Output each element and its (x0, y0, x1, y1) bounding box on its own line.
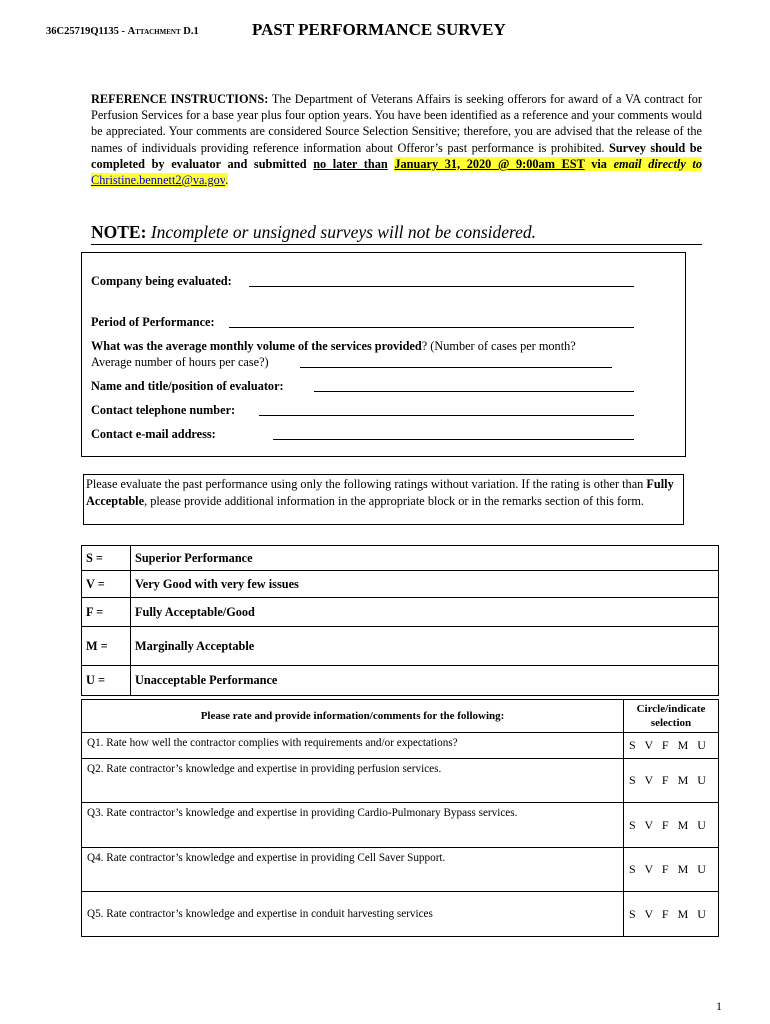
page-title: PAST PERFORMANCE SURVEY (252, 20, 506, 39)
question-text: Q3. Rate contractor’s knowledge and expertise in providing Cardio-Pulmonary Bypass services. (82, 803, 624, 848)
page-number: 1 (716, 999, 722, 1013)
email-label: Contact e-mail address: (91, 427, 216, 441)
document-code: 36C25719Q1135 - Attachment D.1 (46, 26, 199, 37)
instructions-label: REFERENCE INSTRUCTIONS: (91, 92, 269, 106)
question-row (82, 733, 719, 759)
company-label: Company being evaluated: (91, 274, 232, 288)
rating-label: Marginally Acceptable (131, 627, 719, 666)
question-text: Q2. Rate contractor’s knowledge and expertise in providing perfusion services. (82, 759, 624, 803)
rating-code: S = (82, 546, 131, 571)
contact-email-link[interactable]: Christine.bennett2@va.gov (91, 173, 226, 188)
via-text: via (584, 156, 614, 171)
rating-row (82, 598, 719, 627)
note-text: Incomplete or unsigned surveys will not be considered. (146, 222, 537, 242)
volume-question: What was the average monthly volume of the services provided? (Number of cases per month? (91, 339, 576, 353)
questions-table (81, 699, 719, 937)
rating-scale[interactable]: S V F M U (624, 848, 719, 892)
question-row (82, 848, 719, 892)
questions-header: Please rate and provide information/comments for the following: (82, 700, 624, 733)
rating-label: Fully Acceptable/Good (131, 598, 719, 627)
phone-input[interactable] (259, 415, 634, 416)
period-label: Period of Performance: (91, 315, 215, 329)
question-text: Q5. Rate contractor’s knowledge and expertise in conduit harvesting services (82, 892, 624, 937)
evaluator-input[interactable] (314, 391, 634, 392)
note-label: NOTE: (91, 222, 147, 242)
question-row (82, 892, 719, 937)
rating-row (82, 627, 719, 666)
email-input[interactable] (273, 439, 634, 440)
rating-scale[interactable]: S V F M U (624, 803, 719, 848)
rating-code: U = (82, 666, 131, 696)
rating-row (82, 546, 719, 571)
rating-scale[interactable]: S V F M U (624, 733, 719, 759)
note (91, 222, 702, 245)
phone-label: Contact telephone number: (91, 403, 236, 417)
rating-scale[interactable]: S V F M U (624, 892, 719, 937)
deadline: January 31, 2020 @ 9:00am EST (394, 156, 585, 171)
question-row (82, 803, 719, 848)
question-text: Q4. Rate contractor’s knowledge and expertise in providing Cell Saver Support. (82, 848, 624, 892)
instructions-body: The Department of Veterans Affairs is seeking offerors for award of a VA contract for Perfusion Services for a base year plus four option years. You have been identified as a reference and your comments would be appreciated. Your comments are considered Source Selection Sensitive; therefore, you are advised that the release of the names of individuals providing reference information about Offeror’s past performance is prohibited. (91, 92, 702, 155)
rating-scale[interactable]: S V F M U (624, 759, 719, 803)
no-later-than: no later than (313, 156, 388, 171)
question-row (82, 759, 719, 803)
rating-label: Very Good with very few issues (131, 571, 719, 598)
rating-row (82, 571, 719, 598)
rating-code: M = (82, 627, 131, 666)
rating-code: V = (82, 571, 131, 598)
rating-row (82, 666, 719, 696)
volume-question-line2: Average number of hours per case?) (91, 355, 269, 369)
rating-label: Unacceptable Performance (131, 666, 719, 696)
question-text: Q1. Rate how well the contractor complies with requirements and/or expectations? (82, 733, 624, 759)
email-directly-text: email directly to (613, 156, 702, 171)
instructions-submit-text: Survey should be completed by evaluator and submitted (91, 140, 702, 171)
rating-legend (81, 545, 719, 696)
evaluator-label: Name and title/position of evaluator: (91, 379, 284, 393)
circle-header: Circle/indicate selection (624, 700, 719, 733)
reference-instructions: REFERENCE INSTRUCTIONS: The Department of Veterans Affairs is seeking offerors for award of a VA contract for Perfusion Services for a base year plus four option years. You have been identified as a reference and your comments would be appreciated. Your comments are considered Source Selection Sensitive; therefore, you are advised that the release of the names of individuals providing reference information about Offeror’s past performance is prohibited. Survey should be completed by evaluator and submitted no later than January 31, 2020 @ 9:00am EST via email directly to Christine.bennett2@va.gov. (91, 92, 702, 188)
period-input[interactable] (229, 327, 634, 328)
evaluation-info-box (81, 252, 686, 457)
rating-label: Superior Performance (131, 546, 719, 571)
volume-input[interactable] (300, 367, 612, 368)
evaluation-instructions: Please evaluate the past performance using only the following ratings without variation. If the rating is other than Fully Acceptable, please provide additional information in the appropriate block or in the remarks section of this form. (83, 474, 684, 525)
rating-code: F = (82, 598, 131, 627)
attachment-label: Attachment D.1 (127, 26, 199, 37)
company-input[interactable] (249, 286, 634, 287)
